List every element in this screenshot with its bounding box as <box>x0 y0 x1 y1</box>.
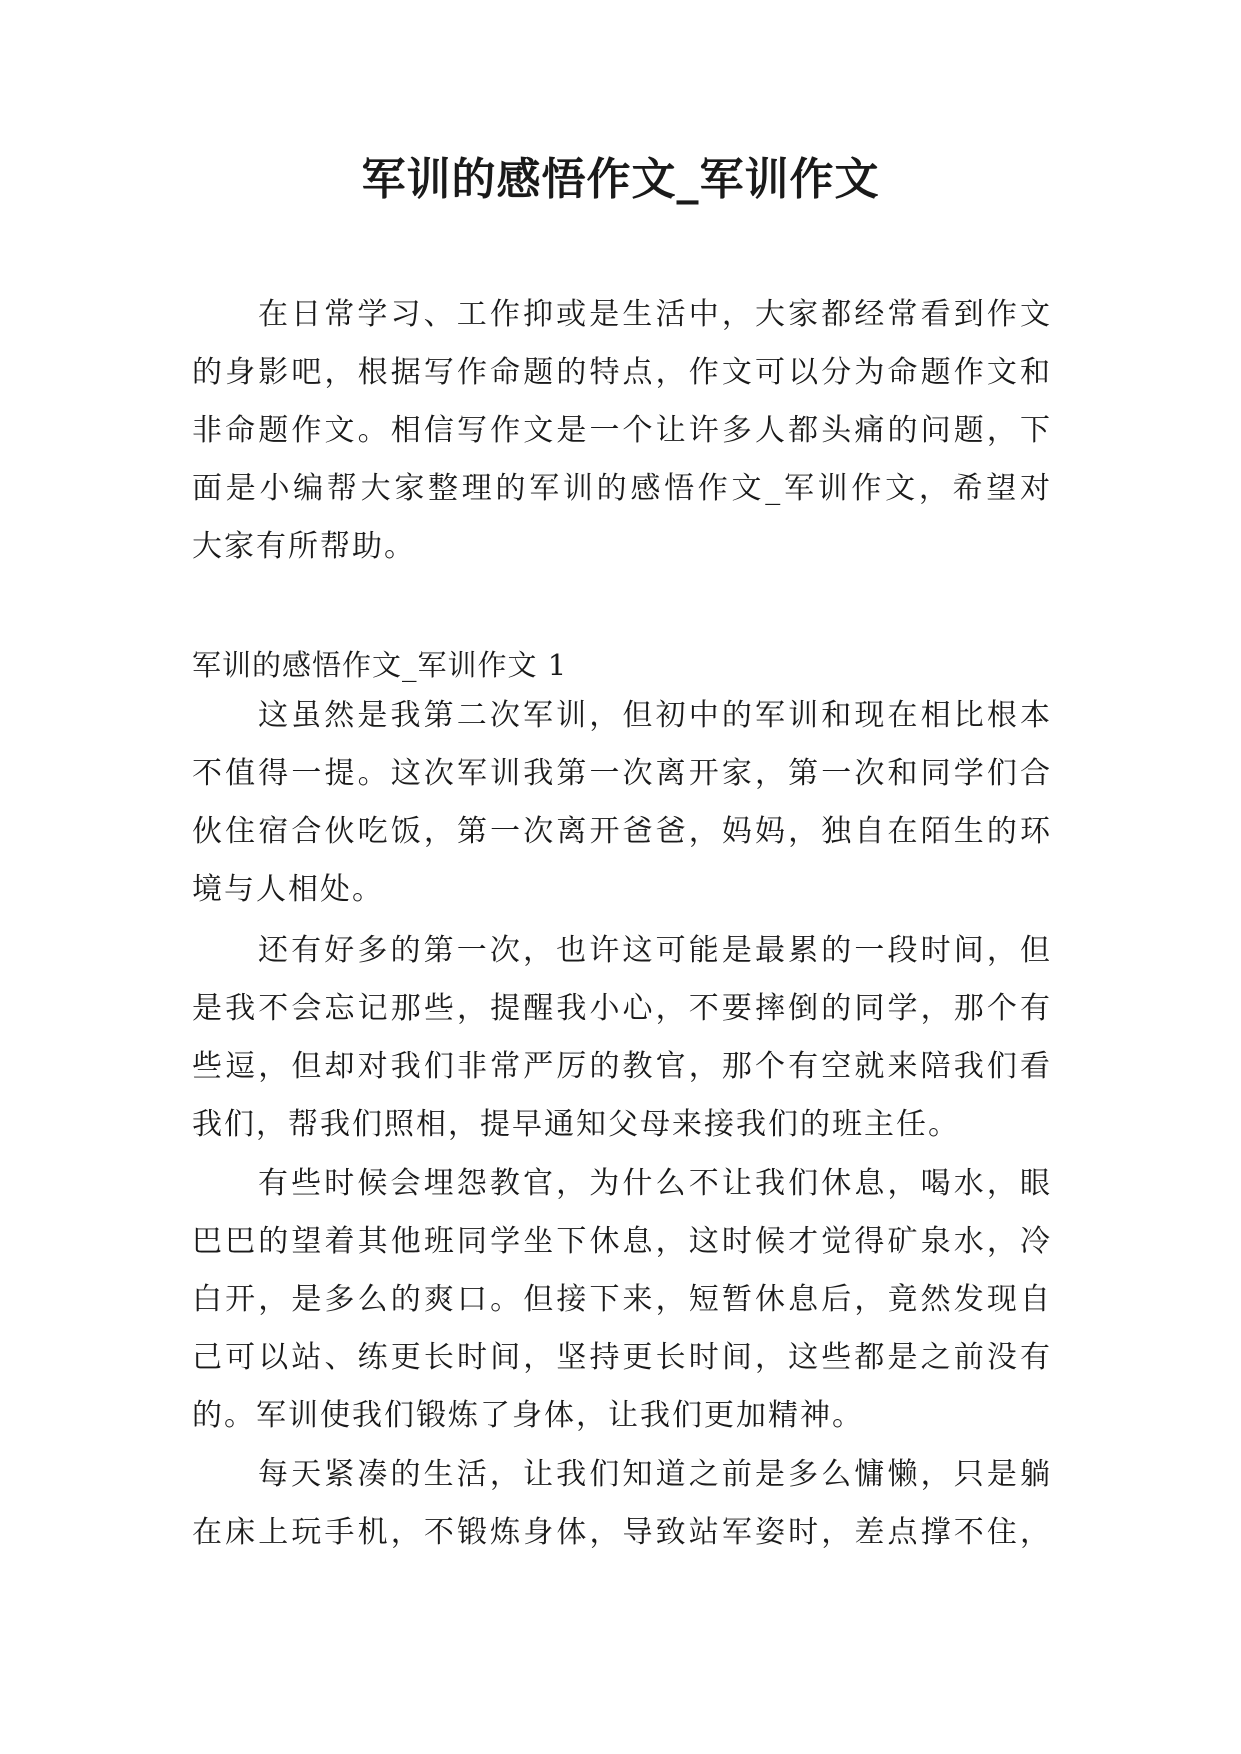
text-line: 面是小编帮大家整理的军训的感悟作文_军训作文，希望对 <box>192 471 1052 506</box>
text-line: 还有好多的第一次，也许这可能是最累的一段时间，但 <box>258 933 1052 968</box>
text-line: 己可以站、练更长时间，坚持更长时间，这些都是之前没有 <box>192 1340 1052 1375</box>
text-line: 巴巴的望着其他班同学坐下休息，这时候才觉得矿泉水，冷 <box>192 1224 1052 1259</box>
text-line: 些逗，但却对我们非常严厉的教官，那个有空就来陪我们看 <box>192 1049 1052 1084</box>
text-line: 我们，帮我们照相，提早通知父母来接我们的班主任。 <box>192 1107 960 1142</box>
text-line: 有些时候会埋怨教官，为什么不让我们休息，喝水，眼 <box>258 1166 1052 1201</box>
text-line: 是我不会忘记那些，提醒我小心，不要摔倒的同学，那个有 <box>192 991 1052 1026</box>
text-line: 的。军训使我们锻炼了身体，让我们更加精神。 <box>192 1398 864 1433</box>
body-paragraph <box>192 1155 1052 1445</box>
text-line: 在日常学习、工作抑或是生活中，大家都经常看到作文 <box>258 297 1052 332</box>
section-heading: 军训的感悟作文_军训作文 1 <box>192 648 568 682</box>
text-line: 伙住宿合伙吃饭，第一次离开爸爸，妈妈，独自在陌生的环 <box>192 814 1052 849</box>
text-line: 境与人相处。 <box>192 872 384 907</box>
body-paragraph <box>192 687 1052 919</box>
text-line: 这虽然是我第二次军训，但初中的军训和现在相比根本 <box>258 698 1052 733</box>
text-line: 不值得一提。这次军训我第一次离开家，第一次和同学们合 <box>192 756 1052 791</box>
text-line: 大家有所帮助。 <box>192 529 416 564</box>
intro-paragraph <box>192 286 1052 576</box>
text-line: 非命题作文。相信写作文是一个让许多人都头痛的问题，下 <box>192 413 1052 448</box>
body-paragraph <box>192 922 1052 1154</box>
body-paragraph <box>192 1446 1052 1562</box>
text-line: 的身影吧，根据写作命题的特点，作文可以分为命题作文和 <box>192 355 1052 390</box>
text-line: 在床上玩手机，不锻炼身体，导致站军姿时，差点撑不住， <box>192 1515 1052 1550</box>
document-title: 军训的感悟作文_军训作文 <box>361 154 880 205</box>
text-line: 每天紧凑的生活，让我们知道之前是多么慵懒，只是躺 <box>258 1457 1052 1492</box>
text-line: 白开，是多么的爽口。但接下来，短暂休息后，竟然发现自 <box>192 1282 1052 1317</box>
